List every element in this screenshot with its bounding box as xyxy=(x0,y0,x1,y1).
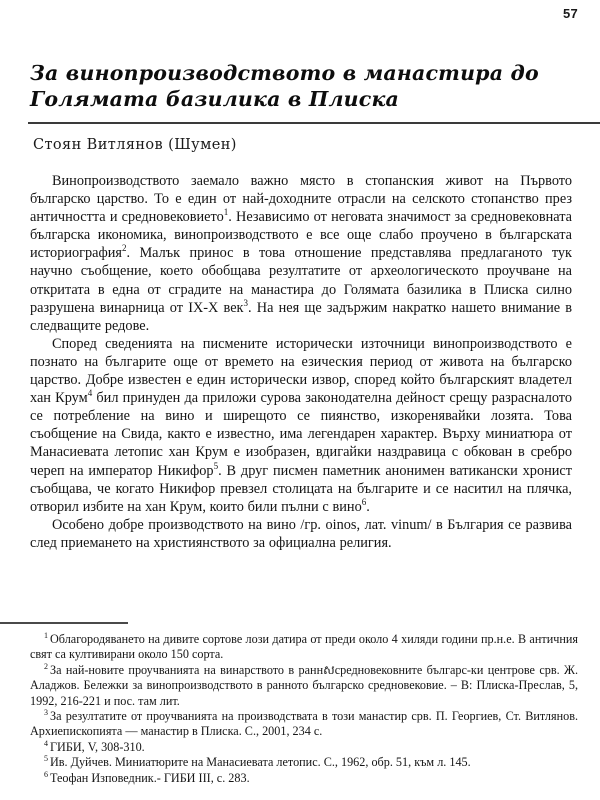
body-text-run: Особено добре производството на вино /гр. oinos, лат. vinum/ в България се развива след приемането на християнството за официална религия. xyxy=(30,516,572,551)
body-text-run: . Малък принос в това отношение представлява предлаганото тук научно съобщение, което обобщава резултатите от археологическото проучване на откритата в една от сградите на манастира до Голямата базилика в Плиска силно разрушена винарница от IX-X век xyxy=(30,245,572,316)
footnote-text: Облагородяването на дивите сортове лози датира от преди около 4 хиляди години пр.н.е. В античния свят са култивирани около 150 сорта. xyxy=(30,632,578,662)
footnote-text: Ив. Дуйчев. Миниатюрите на Манасиевата летопис. С., 1962, обр. 51, към л. 145. xyxy=(50,755,471,770)
body-paragraph xyxy=(30,516,572,552)
footnote-marker: 5 xyxy=(44,754,48,764)
footnote-reference[interactable]: 1 xyxy=(223,207,229,218)
body-text-run: . xyxy=(366,498,370,515)
footnote-reference[interactable]: 4 xyxy=(87,388,93,399)
footnote-item xyxy=(30,771,578,786)
footnote-text: Теофан Изповедник.- ГИБИ III, с. 283. xyxy=(50,770,250,785)
title-divider-rule xyxy=(28,122,600,124)
body-text-run: бил принуден да приложи сурова законодателна дейност срещу разрасналото се потребление на вино и ширещото се пиянство, изкоренявайки лозята. Това съобщение на Свида, както е известно, има легендарен характер. Върху миниатюра от Манасиевата летопис хан Крум е изобразен, вдигайки наздравица с обкован в сребро череп на император Никифор xyxy=(30,390,572,479)
footnote-item xyxy=(30,740,578,755)
article-title xyxy=(30,60,570,112)
footnote-item xyxy=(30,663,578,709)
article-title-line-1: За винопроизводството в манастира до xyxy=(30,61,539,85)
footnote-item xyxy=(30,755,578,770)
footnote-marker: 1 xyxy=(44,630,48,640)
footnote-text: За най-новите проучванията на винарството в раннសсредновековните българс-ки центрове срв. Ж. Аладжов. Бележки за винопроизводството в ранното българско средновековие. – В: Плиска-Преслав, 5, 1992, 216-221 и пос. там лит. xyxy=(30,662,578,708)
body-paragraph xyxy=(30,335,572,516)
footnote-reference[interactable]: 2 xyxy=(122,243,127,254)
footnote-reference[interactable]: 3 xyxy=(243,297,249,308)
page-number: 57 xyxy=(562,6,578,21)
body-paragraph xyxy=(30,172,572,335)
footnote-list xyxy=(30,632,578,786)
article-body xyxy=(30,172,572,552)
author-byline: Стоян Витлянов (Шумен) xyxy=(33,137,237,153)
body-text-run: . Независимо от неговата значимост за средновековната българска икономика, винопроизводството е все още слабо проучено в българската историография xyxy=(30,209,572,262)
footnote-divider-rule xyxy=(0,622,128,624)
body-text-run: Винопроизводството заемало важно място в стопанския живот на Първото българско царство. То е един от най-доходните отрасли на селското стопанство през античността и средновековието xyxy=(30,173,572,226)
footnote-marker: 3 xyxy=(44,707,48,717)
footnote-marker: 6 xyxy=(44,769,48,779)
footnote-item xyxy=(30,632,578,663)
footnote-marker: 4 xyxy=(44,738,48,748)
body-text-run: Според сведенията на писмените исторически източници винопроизводството е познато на българите още от времето на езическия период от живота на българско царство. Добре известен е един исторически извор, според който българският владетел хан Крум xyxy=(30,335,572,407)
footnote-text: ГИБИ, V, 308-310. xyxy=(50,739,145,754)
body-text-run: . В друг писмен паметник анонимен ватикански хронист съобщава, че когато Никифор превзел столицата на българите и се наситил на плячка, отворил избите на хан Крум, които били пълни с вино xyxy=(30,462,572,515)
footnote-reference[interactable]: 5 xyxy=(213,460,219,471)
body-text-run: . На нея ще задържим накратко нашето внимание в следващите редове. xyxy=(30,299,572,334)
footnote-item xyxy=(30,709,578,740)
article-title-line-2: Голямата базилика в Плиска xyxy=(30,87,400,111)
footnote-marker: 2 xyxy=(44,661,48,671)
footnote-reference[interactable]: 6 xyxy=(361,496,367,507)
footnote-text: За резултатите от проучванията на производствата в този манастир срв. П. Георгиев, Ст. Витлянов. Архиепископията — манастир в Плиска. С., 2001, 234 с. xyxy=(30,709,578,739)
